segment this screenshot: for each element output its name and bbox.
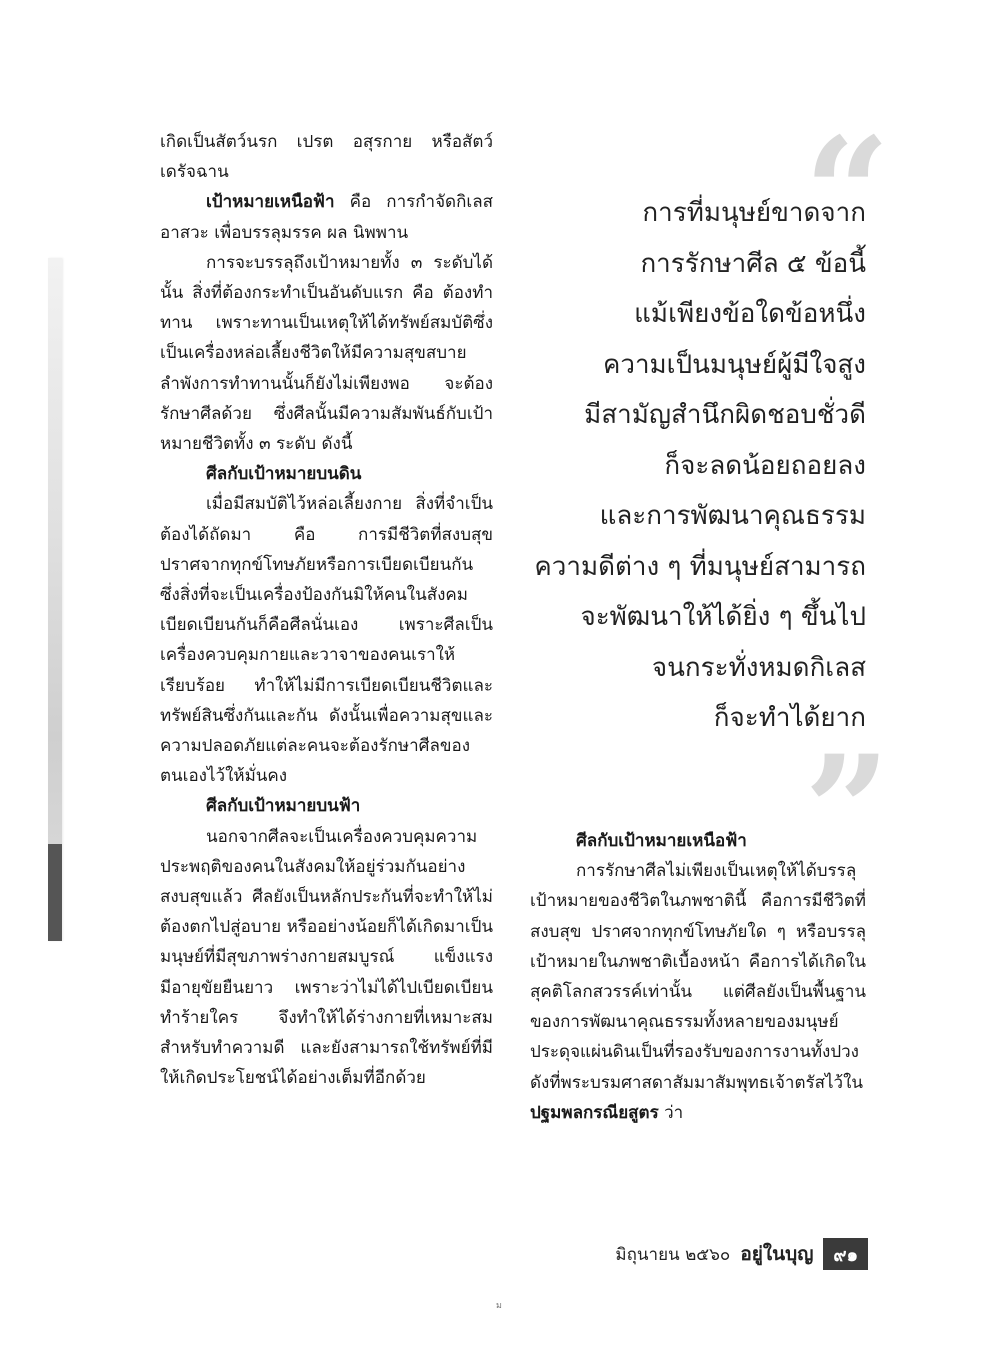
bold-term: เป้าหมายเหนือฟ้า (206, 192, 335, 213)
pull-quote-line: มีสามัญสำนึกผิดชอบชั่วดี (584, 400, 866, 430)
right-text-column (530, 826, 866, 1128)
pull-quote-line: แม้เพียงข้อใดข้อหนึ่ง (634, 299, 866, 329)
paragraph-text: คือ การกำจัดกิเลสอาสวะ เพื่อบรรลุมรรค ผล นิพพาน (160, 192, 493, 243)
pull-quote-line: ความดีต่าง ๆ ที่มนุษย์สามารถ (534, 551, 866, 582)
paragraph (160, 187, 493, 247)
pull-quote-line: การรักษาศีล ๕ ข้อนี้ (640, 248, 866, 279)
margin-bar-dark-segment (48, 844, 62, 941)
pull-quote-line: จะพัฒนาให้ได้ยิ่ง ๆ ขึ้นไป (580, 602, 866, 632)
paragraph-text: ว่า (658, 1102, 684, 1123)
pull-quote-line: ก็จะทำได้ยาก (713, 703, 866, 733)
left-text-column (160, 127, 493, 1094)
paragraph: เกิดเป็นสัตว์นรก เปรต อสุรกาย หรือสัตว์เดรัจฉาน (160, 132, 493, 183)
paragraph: การจะบรรลุถึงเป้าหมายทั้ง ๓ ระดับได้นั้น สิ่งที่ต้องกระทำเป็นอันดับแรก คือ ต้องทำทาน เพราะทานเป็นเหตุให้ได้ทรัพย์สมบัติซึ่งเป็นเครื่องหล่อเลี้ยงชีวิตให้มีความสุขสบาย ลำพังการทำทานนั้นก็ยังไม่เพียงพอ จะต้องรักษาศีลด้วย ซึ่งศีลนั้นมีความสัมพันธ์กับเป้าหมายชีวิตทั้ง ๓ ระดับ ดังนี้ (160, 252, 493, 455)
pull-quote-line: ก็จะลดน้อยถอยลง (664, 450, 866, 481)
page-footer (615, 1237, 868, 1271)
paragraph (530, 856, 866, 1128)
sutta-name: ปฐมพลกรณียสูตร (530, 1102, 659, 1123)
pull-quote (520, 188, 866, 744)
print-mark: ม (496, 1301, 502, 1311)
paragraph: เมื่อมีสมบัติไว้หล่อเลี้ยงกาย สิ่งที่จำเป็นต้องได้ถัดมา คือ การมีชีวิตที่สงบสุข ปราศจากทุกข์โทษภัยหรือการเบียดเบียนกัน ซึ่งสิ่งที่จะเป็นเครื่องป้องกันมิให้คนในสังคมเบียดเบียนกันก็คือศีลนั่นเอง เพราะศีลเป็นเครื่องควบคุมกายและวาจาของคนเราให้เรียบร้อย ทำให้ไม่มีการเบียดเบียนชีวิตและทรัพย์สินซึ่งกันและกัน ดังนั้นเพื่อความสุขและความปลอดภัยแต่ละคนจะต้องรักษาศีลของตนเองไว้ให้มั่นคง (160, 494, 493, 787)
pull-quote-line: ความเป็นมนุษย์ผู้มีใจสูง (602, 349, 866, 380)
section-heading: ศีลกับเป้าหมายบนฟ้า (206, 796, 361, 817)
magazine-name: อยู่ในบุญ (740, 1243, 814, 1265)
close-quote-mark: ” (804, 723, 891, 899)
pull-quote-line: และการพัฒนาคุณธรรม (599, 501, 866, 531)
pull-quote-line: จนกระทั่งหมดกิเลส (651, 652, 866, 683)
section-heading: ศีลกับเป้าหมายบนดิน (206, 464, 362, 485)
paragraph: นอกจากศีลจะเป็นเครื่องควบคุมความประพฤติของคนในสังคมให้อยู่ร่วมกันอย่างสงบสุขแล้ว ศีลยังเป็นหลักประกันที่จะทำให้ไม่ต้องตกไปสู่อบาย หรืออย่างน้อยก็ได้เกิดมาเป็นมนุษย์ที่มีสุขภาพร่างกายสมบูรณ์ แข็งแรง มีอายุขัยยืนยาว เพราะว่าไม่ได้ไปเบียดเบียนทำร้ายใคร จึงทำให้ได้ร่างกายที่เหมาะสมสำหรับทำความดี และยังสามารถใช้ทรัพย์ที่มีให้เกิดประโยชน์ได้อย่างเต็มที่อีกด้วย (160, 826, 493, 1089)
paragraph-text: การรักษาศีลไม่เพียงเป็นเหตุให้ได้บรรลุเป้าหมายของชีวิตในภพชาตินี้ คือการมีชีวิตที่สงบสุข ปราศจากทุกข์โทษภัยใด ๆ หรือบรรลุเป้าหมายในภพชาติเบื้องหน้า คือการได้เกิดในสุคติโลกสวรรค์เท่านั้น แต่ศีลยังเป็นพื้นฐานของการพัฒนาคุณธรรมทั้งหลายของมนุษย์ ประดุจแผ่นดินเป็นที่รองรับของการงานทั้งปวง ดังที่พระบรมศาสดาสัมมาสัมพุทธเจ้าตรัสไว้ใน (530, 861, 866, 1093)
section-heading: ศีลกับเป้าหมายเหนือฟ้า (576, 831, 747, 851)
margin-decoration-bar (48, 258, 62, 941)
page-number-badge: ๙๑ (823, 1238, 868, 1270)
issue-date: มิถุนายน ๒๕๖๐ (615, 1244, 731, 1265)
pull-quote-line: การที่มนุษย์ขาดจาก (642, 198, 866, 228)
open-quote-mark: “ (804, 105, 891, 281)
